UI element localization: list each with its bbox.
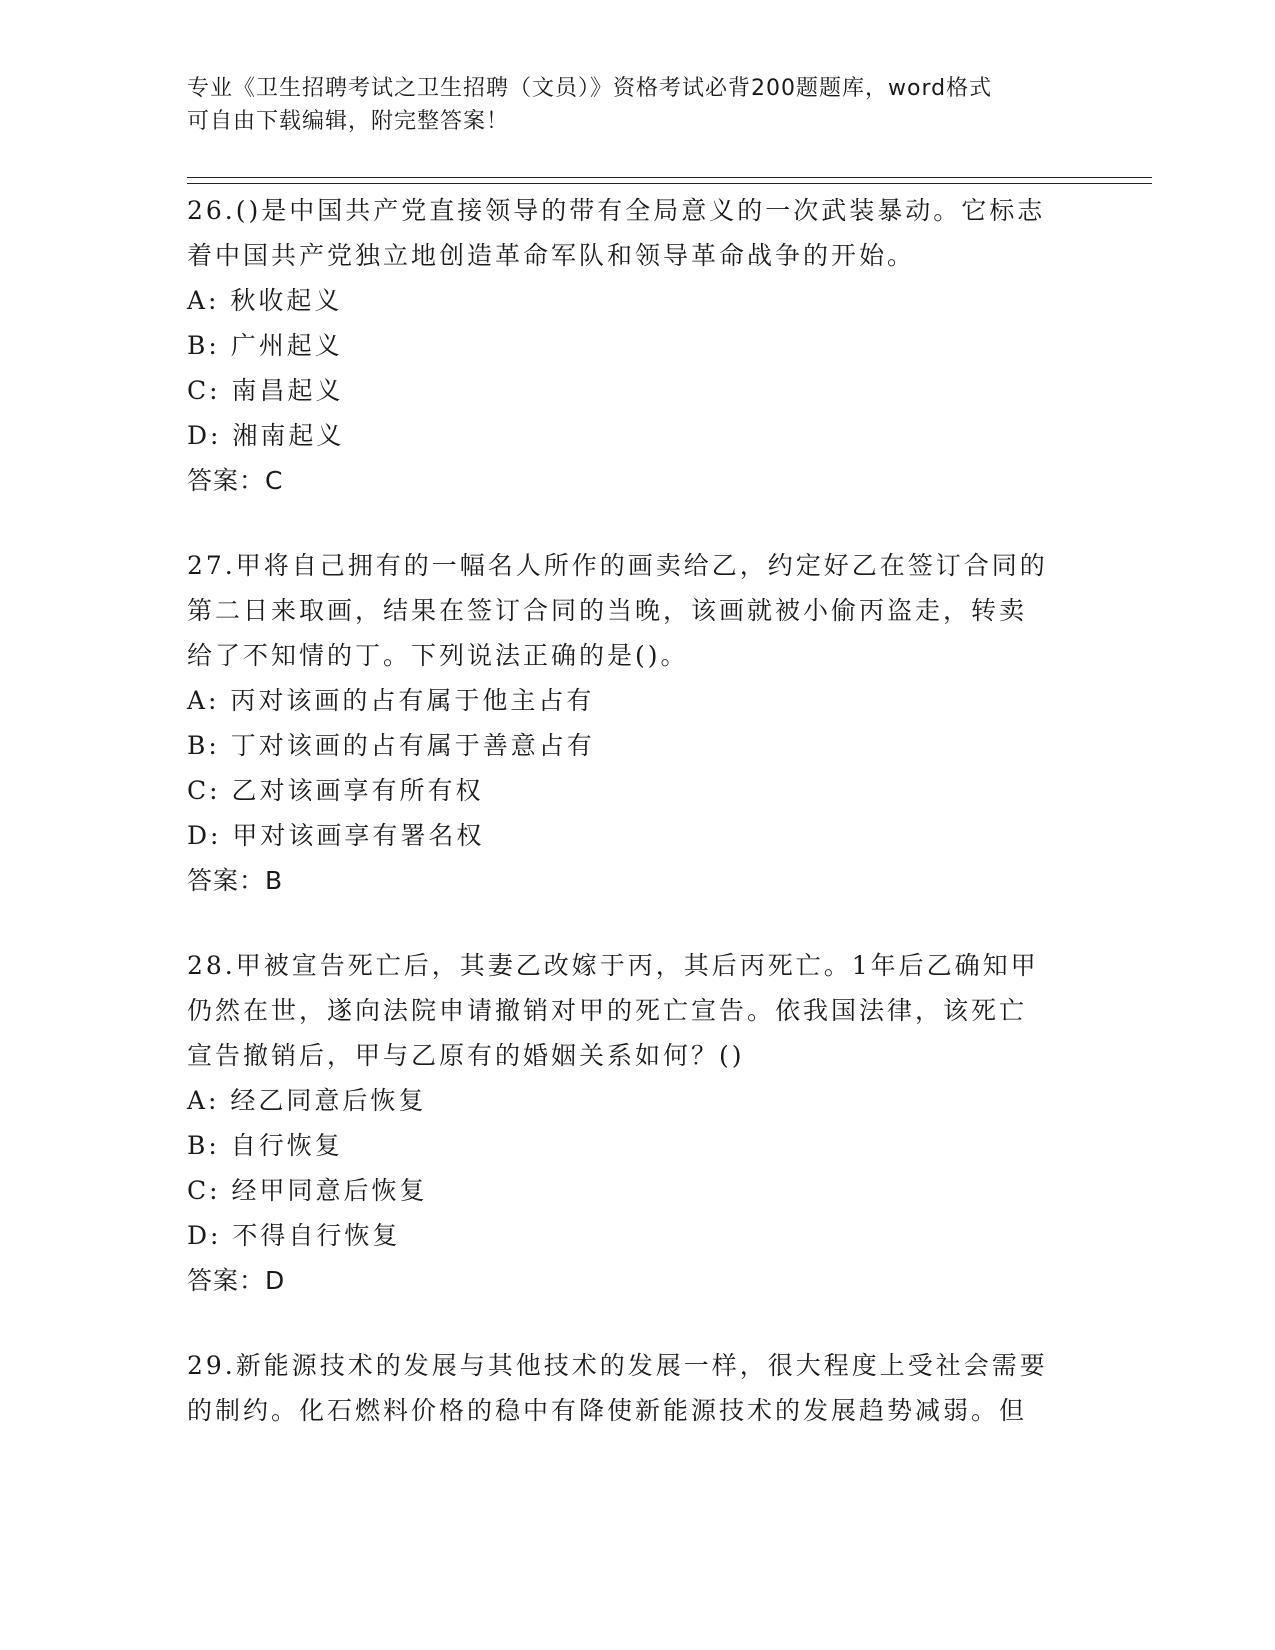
- question-text: 着中国共产党独立地创造革命军队和领导革命战争的开始。: [187, 241, 916, 270]
- question-text: 仍然在世，遂向法院申请撤销对甲的死亡宣告。依我国法律，该死亡: [187, 996, 1028, 1025]
- option-d: D: 不得自行恢复: [187, 1221, 401, 1250]
- header-divider-top: [187, 177, 1152, 178]
- option-d: D: 甲对该画享有署名权: [187, 821, 485, 850]
- question-26: [187, 188, 1087, 503]
- page-header: [187, 72, 1067, 138]
- option-d: D: 湘南起义: [187, 421, 345, 450]
- question-text: 26.()是中国共产党直接领导的带有全局意义的一次武装暴动。它标志: [187, 196, 1046, 225]
- question-27: [187, 543, 1087, 903]
- option-c: C: 南昌起义: [187, 376, 344, 405]
- question-text: 给了不知情的丁。下列说法正确的是()。: [187, 641, 689, 670]
- header-line-1: 专业《卫生招聘考试之卫生招聘（文员）》资格考试必背200题题库，word格式: [187, 76, 993, 101]
- question-text: 28.甲被宣告死亡后，其妻乙改嫁于丙，其后丙死亡。1年后乙确知甲: [187, 951, 1039, 980]
- option-c: C: 经甲同意后恢复: [187, 1176, 428, 1205]
- header-divider-bottom: [187, 183, 1152, 184]
- question-text: 27.甲将自己拥有的一幅名人所作的画卖给乙，约定好乙在签订合同的: [187, 551, 1048, 580]
- answer-label: 答案：C: [187, 466, 284, 495]
- option-a: A: 经乙同意后恢复: [187, 1086, 427, 1115]
- question-text: 宣告撤销后，甲与乙原有的婚姻关系如何？(): [187, 1041, 745, 1070]
- question-29: [187, 1343, 1087, 1433]
- question-list: [187, 188, 1087, 1473]
- answer-label: 答案：B: [187, 866, 284, 895]
- option-c: C: 乙对该画享有所有权: [187, 776, 484, 805]
- option-a: A: 秋收起义: [187, 286, 343, 315]
- option-b: B: 自行恢复: [187, 1131, 343, 1160]
- option-b: B: 丁对该画的占有属于善意占有: [187, 731, 595, 760]
- option-b: B: 广州起义: [187, 331, 343, 360]
- header-line-2: 可自由下载编辑，附完整答案！: [187, 109, 510, 134]
- question-text: 的制约。化石燃料价格的稳中有降使新能源技术的发展趋势减弱。但: [187, 1396, 1028, 1425]
- option-a: A: 丙对该画的占有属于他主占有: [187, 686, 595, 715]
- question-28: [187, 943, 1087, 1303]
- question-text: 29.新能源技术的发展与其他技术的发展一样，很大程度上受社会需要: [187, 1351, 1048, 1380]
- question-text: 第二日来取画，结果在签订合同的当晚，该画就被小偷丙盗走，转卖: [187, 596, 1028, 625]
- answer-label: 答案：D: [187, 1266, 286, 1295]
